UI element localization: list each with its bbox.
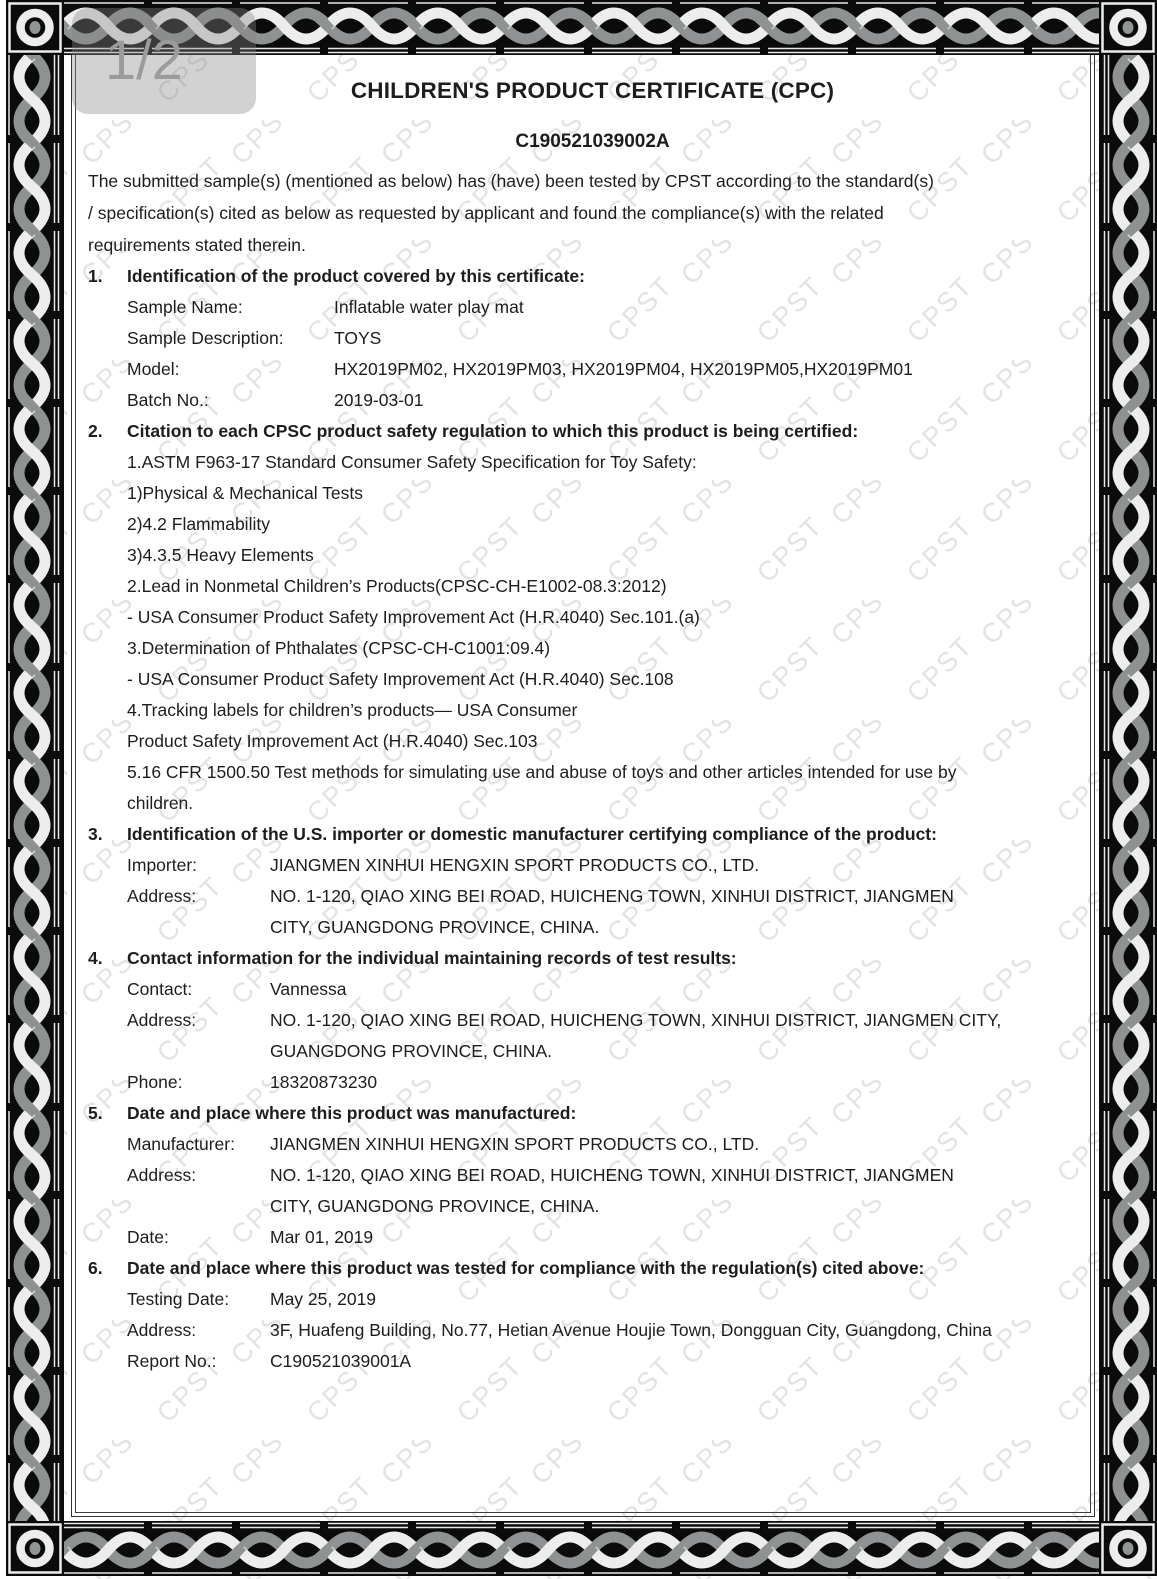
intro-paragraph xyxy=(88,165,1097,261)
field-label: Sample Name: xyxy=(127,297,243,317)
field-label: Phone: xyxy=(127,1072,183,1092)
field-value: 18320873230 xyxy=(270,1072,378,1092)
field-value: NO. 1-120, QIAO XING BEI ROAD, HUICHENG TOWN, XINHUI DISTRICT, JIANGMEN xyxy=(270,1165,954,1185)
field-label: Address: xyxy=(127,886,197,906)
field-label: Date: xyxy=(127,1227,169,1247)
section-number: 4. xyxy=(88,948,103,968)
section-importer xyxy=(88,819,1097,943)
field-row xyxy=(88,881,1097,912)
field-label: Address: xyxy=(127,1320,197,1340)
field-value: JIANGMEN XINHUI HENGXIN SPORT PRODUCTS CO., LTD. xyxy=(270,855,760,875)
intro-line: / specification(s) cited as below as requested by applicant and found the compliance(s) with the related xyxy=(88,203,884,223)
section-heading xyxy=(88,1253,1097,1284)
field-value: NO. 1-120, QIAO XING BEI ROAD, HUICHENG TOWN, XINHUI DISTRICT, JIANGMEN xyxy=(270,886,954,906)
field-value: 3F, Huafeng Building, No.77, Hetian Avenue Houjie Town, Dongguan City, Guangdong, China xyxy=(270,1320,992,1340)
field-value: GUANGDONG PROVINCE, CHINA. xyxy=(270,1041,552,1061)
field-label: Sample Description: xyxy=(127,328,284,348)
field-row xyxy=(88,1005,1097,1036)
section-heading xyxy=(88,261,1097,292)
field-row xyxy=(88,323,1097,354)
section-records-contact xyxy=(88,943,1097,1098)
field-value: NO. 1-120, QIAO XING BEI ROAD, HUICHENG TOWN, XINHUI DISTRICT, JIANGMEN CITY, xyxy=(270,1010,1002,1030)
field-value: CITY, GUANGDONG PROVINCE, CHINA. xyxy=(270,1196,600,1216)
field-value: HX2019PM02, HX2019PM03, HX2019PM04, HX2019PM05,HX2019PM01 xyxy=(334,359,913,379)
field-value: CITY, GUANGDONG PROVINCE, CHINA. xyxy=(270,917,600,937)
section-identification-product xyxy=(88,261,1097,416)
field-row xyxy=(88,385,1097,416)
document-content xyxy=(0,55,1157,1377)
citation-line: 3)4.3.5 Heavy Elements xyxy=(127,545,314,565)
field-label: Manufacturer: xyxy=(127,1134,235,1154)
intro-line: requirements stated therein. xyxy=(88,235,306,255)
field-label: Address: xyxy=(127,1010,197,1030)
field-row xyxy=(88,1129,1097,1160)
section-heading xyxy=(88,943,1097,974)
citation-line: 5.16 CFR 1500.50 Test methods for simulating use and abuse of toys and other articles intended for use by xyxy=(127,762,957,782)
citation-line: 1)Physical & Mechanical Tests xyxy=(127,483,364,503)
field-row-continuation xyxy=(88,1191,1097,1222)
section-citations xyxy=(88,416,1097,819)
citation-line: 1.ASTM F963-17 Standard Consumer Safety Specification for Toy Safety: xyxy=(127,452,697,472)
field-label: Address: xyxy=(127,1165,197,1185)
ring-emblem-icon xyxy=(6,1521,64,1576)
field-label: Report No.: xyxy=(127,1351,217,1371)
section-number: 3. xyxy=(88,824,103,844)
field-value: Inflatable water play mat xyxy=(334,297,524,317)
field-value: Mar 01, 2019 xyxy=(270,1227,374,1247)
field-row xyxy=(88,292,1097,323)
citation-line: children. xyxy=(127,793,194,813)
field-label: Batch No.: xyxy=(127,390,209,410)
field-row xyxy=(88,1222,1097,1253)
section-heading-text: Citation to each CPSC product safety regulation to which this product is being certified: xyxy=(127,421,859,441)
field-value: Vannessa xyxy=(270,979,347,999)
field-row-continuation xyxy=(88,912,1097,943)
ring-emblem-icon xyxy=(6,0,64,55)
field-row-continuation xyxy=(88,1036,1097,1067)
field-label: Testing Date: xyxy=(127,1289,230,1309)
ring-emblem-icon xyxy=(1099,0,1157,55)
field-row xyxy=(88,1160,1097,1191)
field-value: JIANGMEN XINHUI HENGXIN SPORT PRODUCTS CO., LTD. xyxy=(270,1134,760,1154)
citation-line: 4.Tracking labels for children’s products— USA Consumer xyxy=(127,700,578,720)
field-label: Model: xyxy=(127,359,180,379)
field-row xyxy=(88,974,1097,1005)
border-right-band xyxy=(1099,55,1157,1521)
section-heading-text: Date and place where this product was tested for compliance with the regulation(s) cited above: xyxy=(127,1258,925,1278)
field-row xyxy=(88,850,1097,881)
field-row xyxy=(88,1346,1097,1377)
section-heading-text: Identification of the product covered by this certificate: xyxy=(127,266,585,286)
intro-line: The submitted sample(s) (mentioned as below) has (have) been tested by CPST according to the standard(s) xyxy=(88,171,934,191)
page-number-badge xyxy=(72,8,256,114)
citation-line: 2.Lead in Nonmetal Children’s Products(CPSC-CH-E1002-08.3:2012) xyxy=(127,576,667,596)
section-heading-text: Date and place where this product was manufactured: xyxy=(127,1103,577,1123)
section-heading-text: Identification of the U.S. importer or domestic manufacturer certifying compliance of the product: xyxy=(127,824,937,844)
section-heading xyxy=(88,416,1097,447)
field-value: C190521039001A xyxy=(270,1351,412,1371)
field-value: TOYS xyxy=(334,328,382,348)
border-bottom-band xyxy=(64,1521,1099,1576)
citation-line: - USA Consumer Product Safety Improvement Act (H.R.4040) Sec.108 xyxy=(127,669,674,689)
section-manufactured xyxy=(88,1098,1097,1253)
page-number-label: 1/2 xyxy=(105,28,183,91)
field-row xyxy=(88,1067,1097,1098)
section-number: 5. xyxy=(88,1103,103,1123)
section-heading-text: Contact information for the individual maintaining records of test results: xyxy=(127,948,737,968)
certificate-number: C190521039002A xyxy=(515,131,670,152)
citation-line: Product Safety Improvement Act (H.R.4040) Sec.103 xyxy=(127,731,538,751)
field-label: Contact: xyxy=(127,979,193,999)
field-row xyxy=(88,1315,1097,1346)
certificate-title: CHILDREN'S PRODUCT CERTIFICATE (CPC) xyxy=(350,78,835,103)
field-row xyxy=(88,354,1097,385)
citation-line: 2)4.2 Flammability xyxy=(127,514,270,534)
section-tested xyxy=(88,1253,1097,1377)
section-heading xyxy=(88,819,1097,850)
field-value: 2019-03-01 xyxy=(334,390,424,410)
section-number: 1. xyxy=(88,266,103,286)
field-value: May 25, 2019 xyxy=(270,1289,377,1309)
citation-line: 3.Determination of Phthalates (CPSC-CH-C1001:09.4) xyxy=(127,638,551,658)
field-label: Importer: xyxy=(127,855,198,875)
border-left-band xyxy=(6,55,64,1521)
section-number: 2. xyxy=(88,421,103,441)
field-row xyxy=(88,1284,1097,1315)
section-heading xyxy=(88,1098,1097,1129)
section-number: 6. xyxy=(88,1258,103,1278)
citation-line: - USA Consumer Product Safety Improvement Act (H.R.4040) Sec.101.(a) xyxy=(127,607,700,627)
ring-emblem-icon xyxy=(1099,1521,1157,1576)
